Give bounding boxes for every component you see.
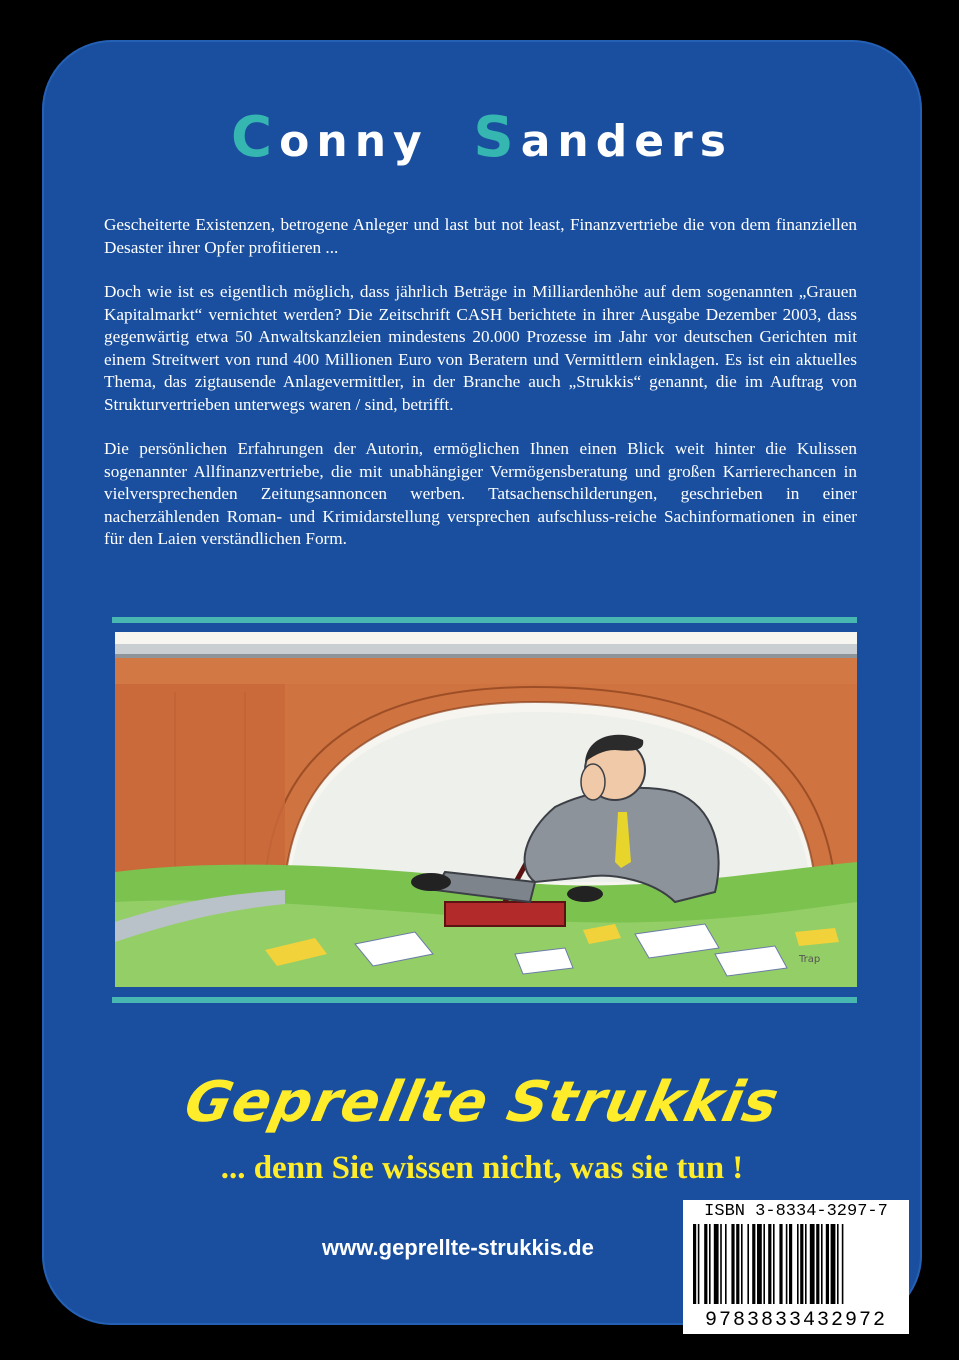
barcode-bar (741, 1224, 743, 1304)
barcode-bar (826, 1224, 829, 1304)
barcode-bar (805, 1224, 807, 1304)
barcode-bar (831, 1224, 836, 1304)
author-last-rest: anders (520, 116, 733, 167)
barcode-bar (731, 1224, 734, 1304)
ean-number: 9783833432972 (683, 1309, 909, 1332)
blurb-paragraph-3: Die persönlichen Erfahrungen der Autorin, ermöglichen Ihnen einen Blick weit hinter die Kulissen sogenannter Allfinanzvertriebe, die mit unabhängiger Vermögensberatung und großen Karrierechancen in vielversprechenden Zeitungsannoncen werben. Tatsachenschilderungen, geschrieben in einer nacherzählenden Roman- und Krimidarstellung versprechen aufschluss-reiche Sachinformationen in einer für den Laien verständlichen Form. (104, 439, 857, 548)
blurb-paragraph-2: Doch wie ist es eigentlich möglich, dass jährlich Beträge in Milliardenhöhe auf dem sogenannten „Grauen Kapitalmarkt“ vernichtet werden? Die Zeitschrift CASH berichtete in ihrer Ausgabe Dezember 2003, dass gegenwärtig etwa 50 Anwaltskanzleien mindestens 20.000 Prozesse im Jahr vor deutschen Gerichten mit einem Streitwert von rund 400 Millionen Euro von Beratern und Vermittlern einklagen. Es ist ein aktuelles Thema, das zigtausende Anlagevermittler, in der Branche auch „Strukkis“ genannt, die im Auftrag von Strukturvertrieben unterwegs waren / sind, betrifft. (104, 282, 857, 414)
barcode-bar (698, 1224, 700, 1304)
barcode-bar (736, 1224, 739, 1304)
blurb-paragraph-1: Gescheiterte Existenzen, betrogene Anleger und last but not least, Finanzvertriebe die von dem finanziellen Desaster ihrer Opfer profitieren ... (104, 215, 857, 257)
blurb-text (104, 214, 857, 573)
barcode-bar (725, 1224, 727, 1304)
barcode-bar (704, 1224, 707, 1304)
barcode-bar (757, 1224, 762, 1304)
cartoon-illustration (115, 632, 857, 987)
barcode-bar (773, 1224, 775, 1304)
barcode-bar (810, 1224, 815, 1304)
svg-text:Trap: Trap (799, 954, 821, 965)
barcode-bar (789, 1224, 792, 1304)
barcode-bar (752, 1224, 755, 1304)
barcode-bar (693, 1224, 696, 1304)
barcode-bar (837, 1224, 839, 1304)
barcode-bar (816, 1224, 819, 1304)
barcode-bar (763, 1224, 765, 1304)
divider-bottom (112, 997, 857, 1003)
barcode-bar (842, 1224, 844, 1304)
barcode-bar (709, 1224, 711, 1304)
website-link[interactable]: www.geprellte-strukkis.de (322, 1235, 594, 1260)
barcode-bar (821, 1224, 823, 1304)
barcode-bar (720, 1224, 722, 1304)
divider-top (112, 617, 857, 623)
barcode-bar (800, 1224, 803, 1304)
barcode-bar (714, 1224, 719, 1304)
book-title: Geprellte Strukkis (179, 1070, 785, 1135)
back-cover-panel (42, 40, 922, 1325)
barcode-bar (747, 1224, 749, 1304)
author-first-rest: onny (279, 116, 429, 167)
author-first-initial: C (231, 105, 280, 170)
barcode-bar (768, 1224, 771, 1304)
barcode-bar (797, 1224, 799, 1304)
barcode-bar (786, 1224, 788, 1304)
isbn-barcode (683, 1200, 909, 1334)
tagline: ... denn Sie wissen nicht, was sie tun ! (220, 1150, 744, 1186)
barcode-bars (693, 1224, 899, 1304)
author-name (42, 105, 922, 170)
barcode-bar (779, 1224, 782, 1304)
isbn-number: ISBN 3-8334-3297-7 (704, 1202, 888, 1221)
author-last-initial: S (473, 105, 521, 170)
